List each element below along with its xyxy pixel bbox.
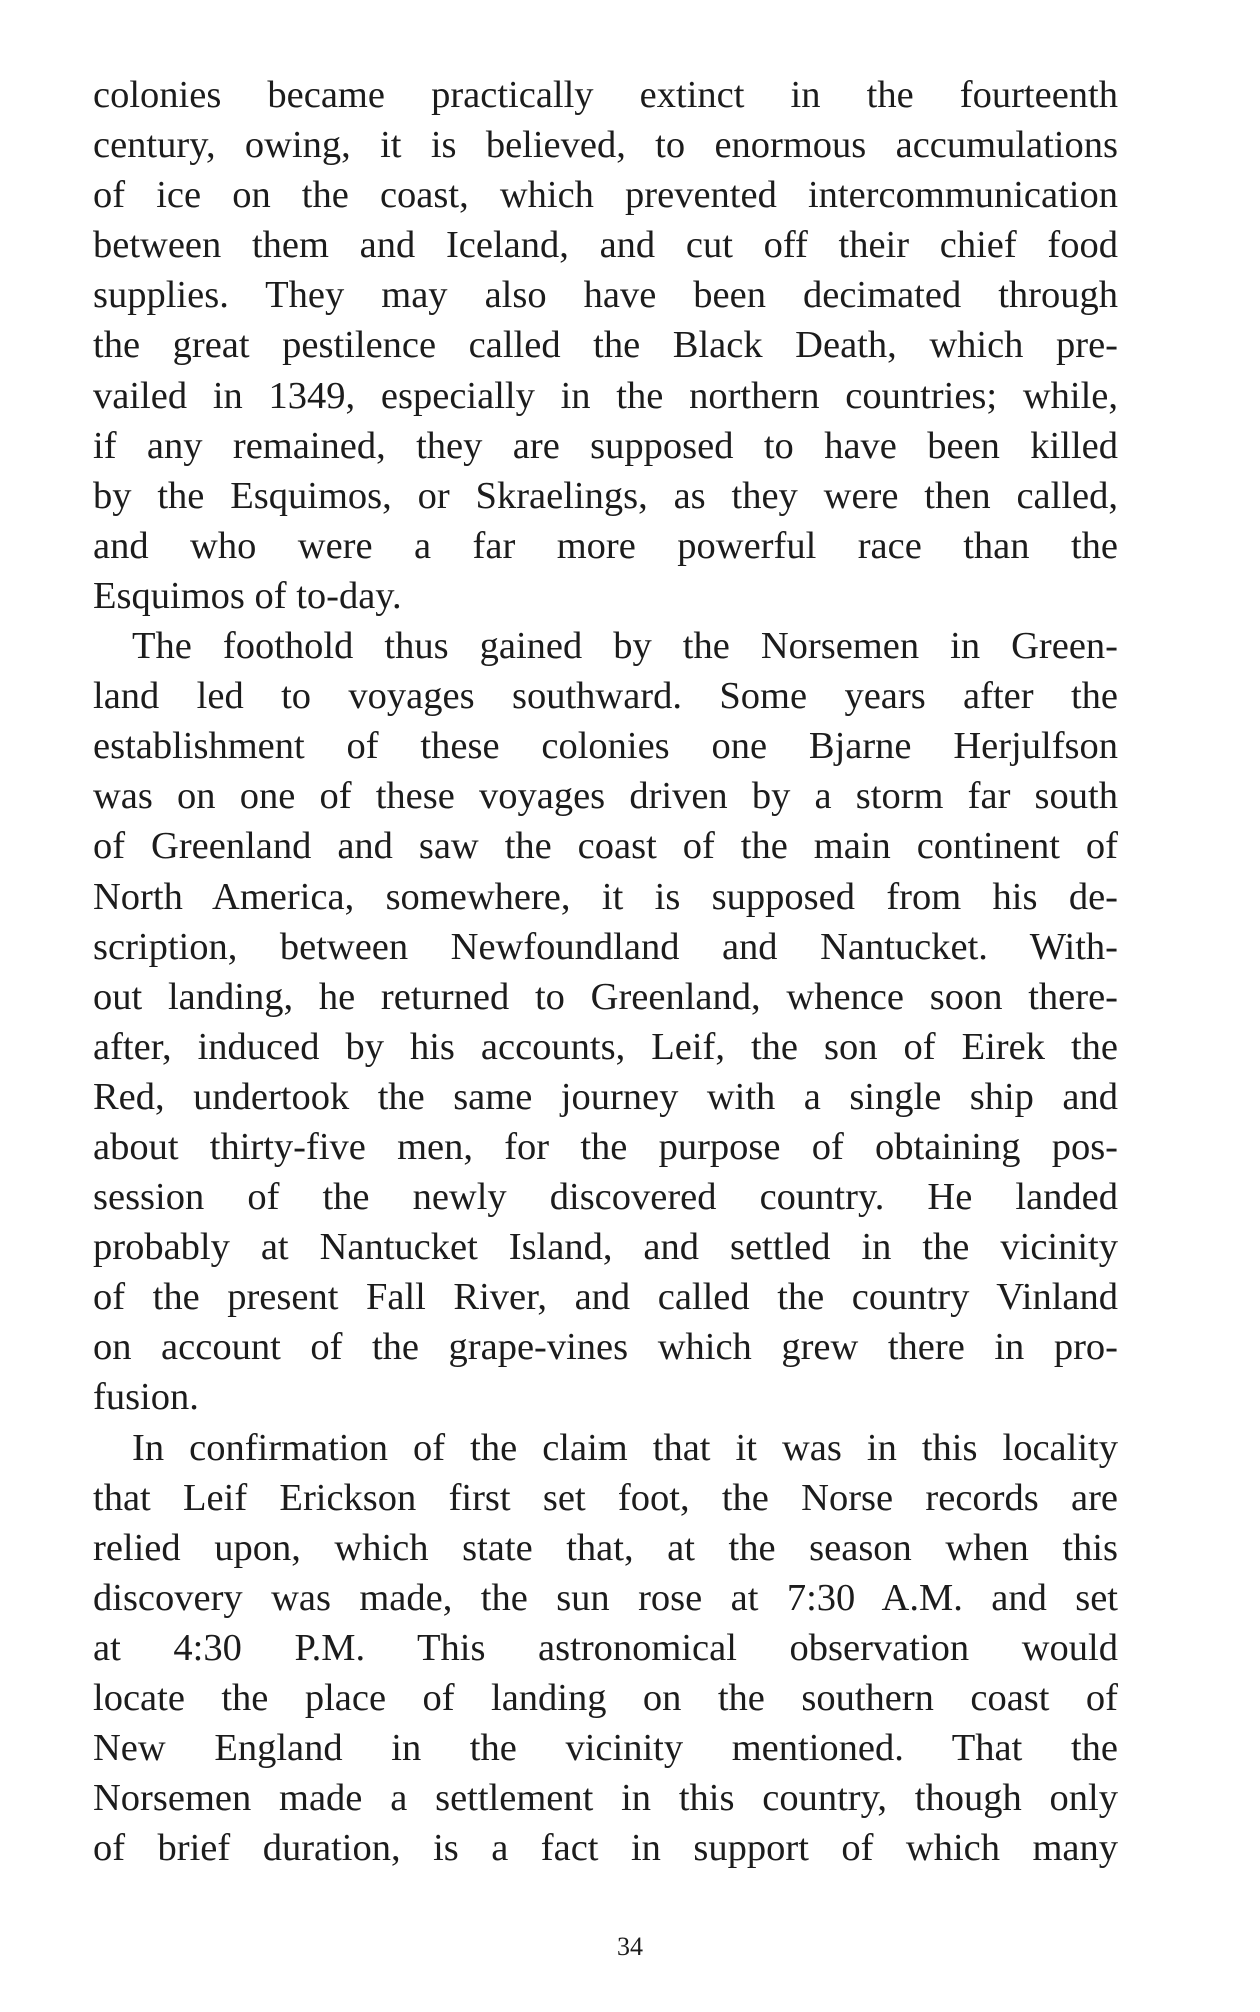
text-line: In confirmation of the claim that it was in this locality [132,1426,1118,1469]
text-line: relied upon, which state that, at the season when this [93,1526,1118,1569]
text-line: that Leif Erickson first set foot, the Norse records are [93,1476,1118,1519]
text-line: on account of the grape-vines which grew there in pro- [93,1326,1118,1369]
text-line: probably at Nantucket Island, and settled in the vicinity [93,1226,1118,1269]
text-line: establishment of these colonies one Bjarne Herjulfson [93,725,1118,768]
paragraph-1 [93,70,1118,621]
text-line: between them and Iceland, and cut off their chief food [93,224,1118,267]
text-line: land led to voyages southward. Some years after the [93,675,1118,718]
text-line: and who were a far more powerful race than the [93,524,1118,567]
paragraph-3 [93,1423,1118,1874]
text-line: colonies became practically extinct in the fourteenth [93,74,1118,116]
text-line: at 4:30 P.M. This astronomical observation would [93,1626,1118,1669]
text-line: vailed in 1349, especially in the northern countries; while, [93,374,1118,417]
text-line: century, owing, it is believed, to enormous accumulations [93,124,1118,167]
text-line: about thirty-five men, for the purpose of obtaining pos- [93,1125,1118,1168]
text-line: supplies. They may also have been decimated through [93,274,1118,317]
text-line: by the Esquimos, or Skraelings, as they were then called, [93,474,1118,517]
text-line: locate the place of landing on the southern coast of [93,1677,1118,1719]
text-line: if any remained, they are supposed to have been killed [93,424,1118,467]
text-line: Red, undertook the same journey with a single ship and [93,1075,1118,1118]
text-line: session of the newly discovered country. He landed [93,1176,1118,1219]
text-line: out landing, he returned to Greenland, whence soon there- [93,975,1118,1018]
text-line: The foothold thus gained by the Norsemen in Green- [132,625,1118,668]
text-line: discovery was made, the sun rose at 7:30 A.M. and set [93,1576,1118,1619]
text-line: North America, somewhere, it is supposed from his de- [93,875,1118,918]
text-line: the great pestilence called the Black Death, which pre- [93,324,1118,367]
text-line: New England in the vicinity mentioned. That the [93,1727,1118,1770]
page-number: 34 [617,1932,643,1961]
paragraph-2 [93,621,1118,1423]
text-line: Esquimos of to-day. [93,574,402,617]
text-line: of ice on the coast, which prevented intercommunication [93,174,1118,217]
page-body [93,70,1118,1873]
text-line: fusion. [93,1376,199,1419]
text-line: scription, between Newfoundland and Nantucket. With- [93,925,1118,968]
text-line: of Greenland and saw the coast of the main continent of [93,825,1118,868]
text-line: Norsemen made a settlement in this country, though only [93,1777,1118,1820]
text-line: after, induced by his accounts, Leif, the son of Eirek the [93,1025,1118,1068]
text-line: was on one of these voyages driven by a storm far south [93,775,1118,818]
text-line: of the present Fall River, and called the country Vinland [93,1276,1118,1319]
text-line: of brief duration, is a fact in support of which many [93,1827,1118,1870]
